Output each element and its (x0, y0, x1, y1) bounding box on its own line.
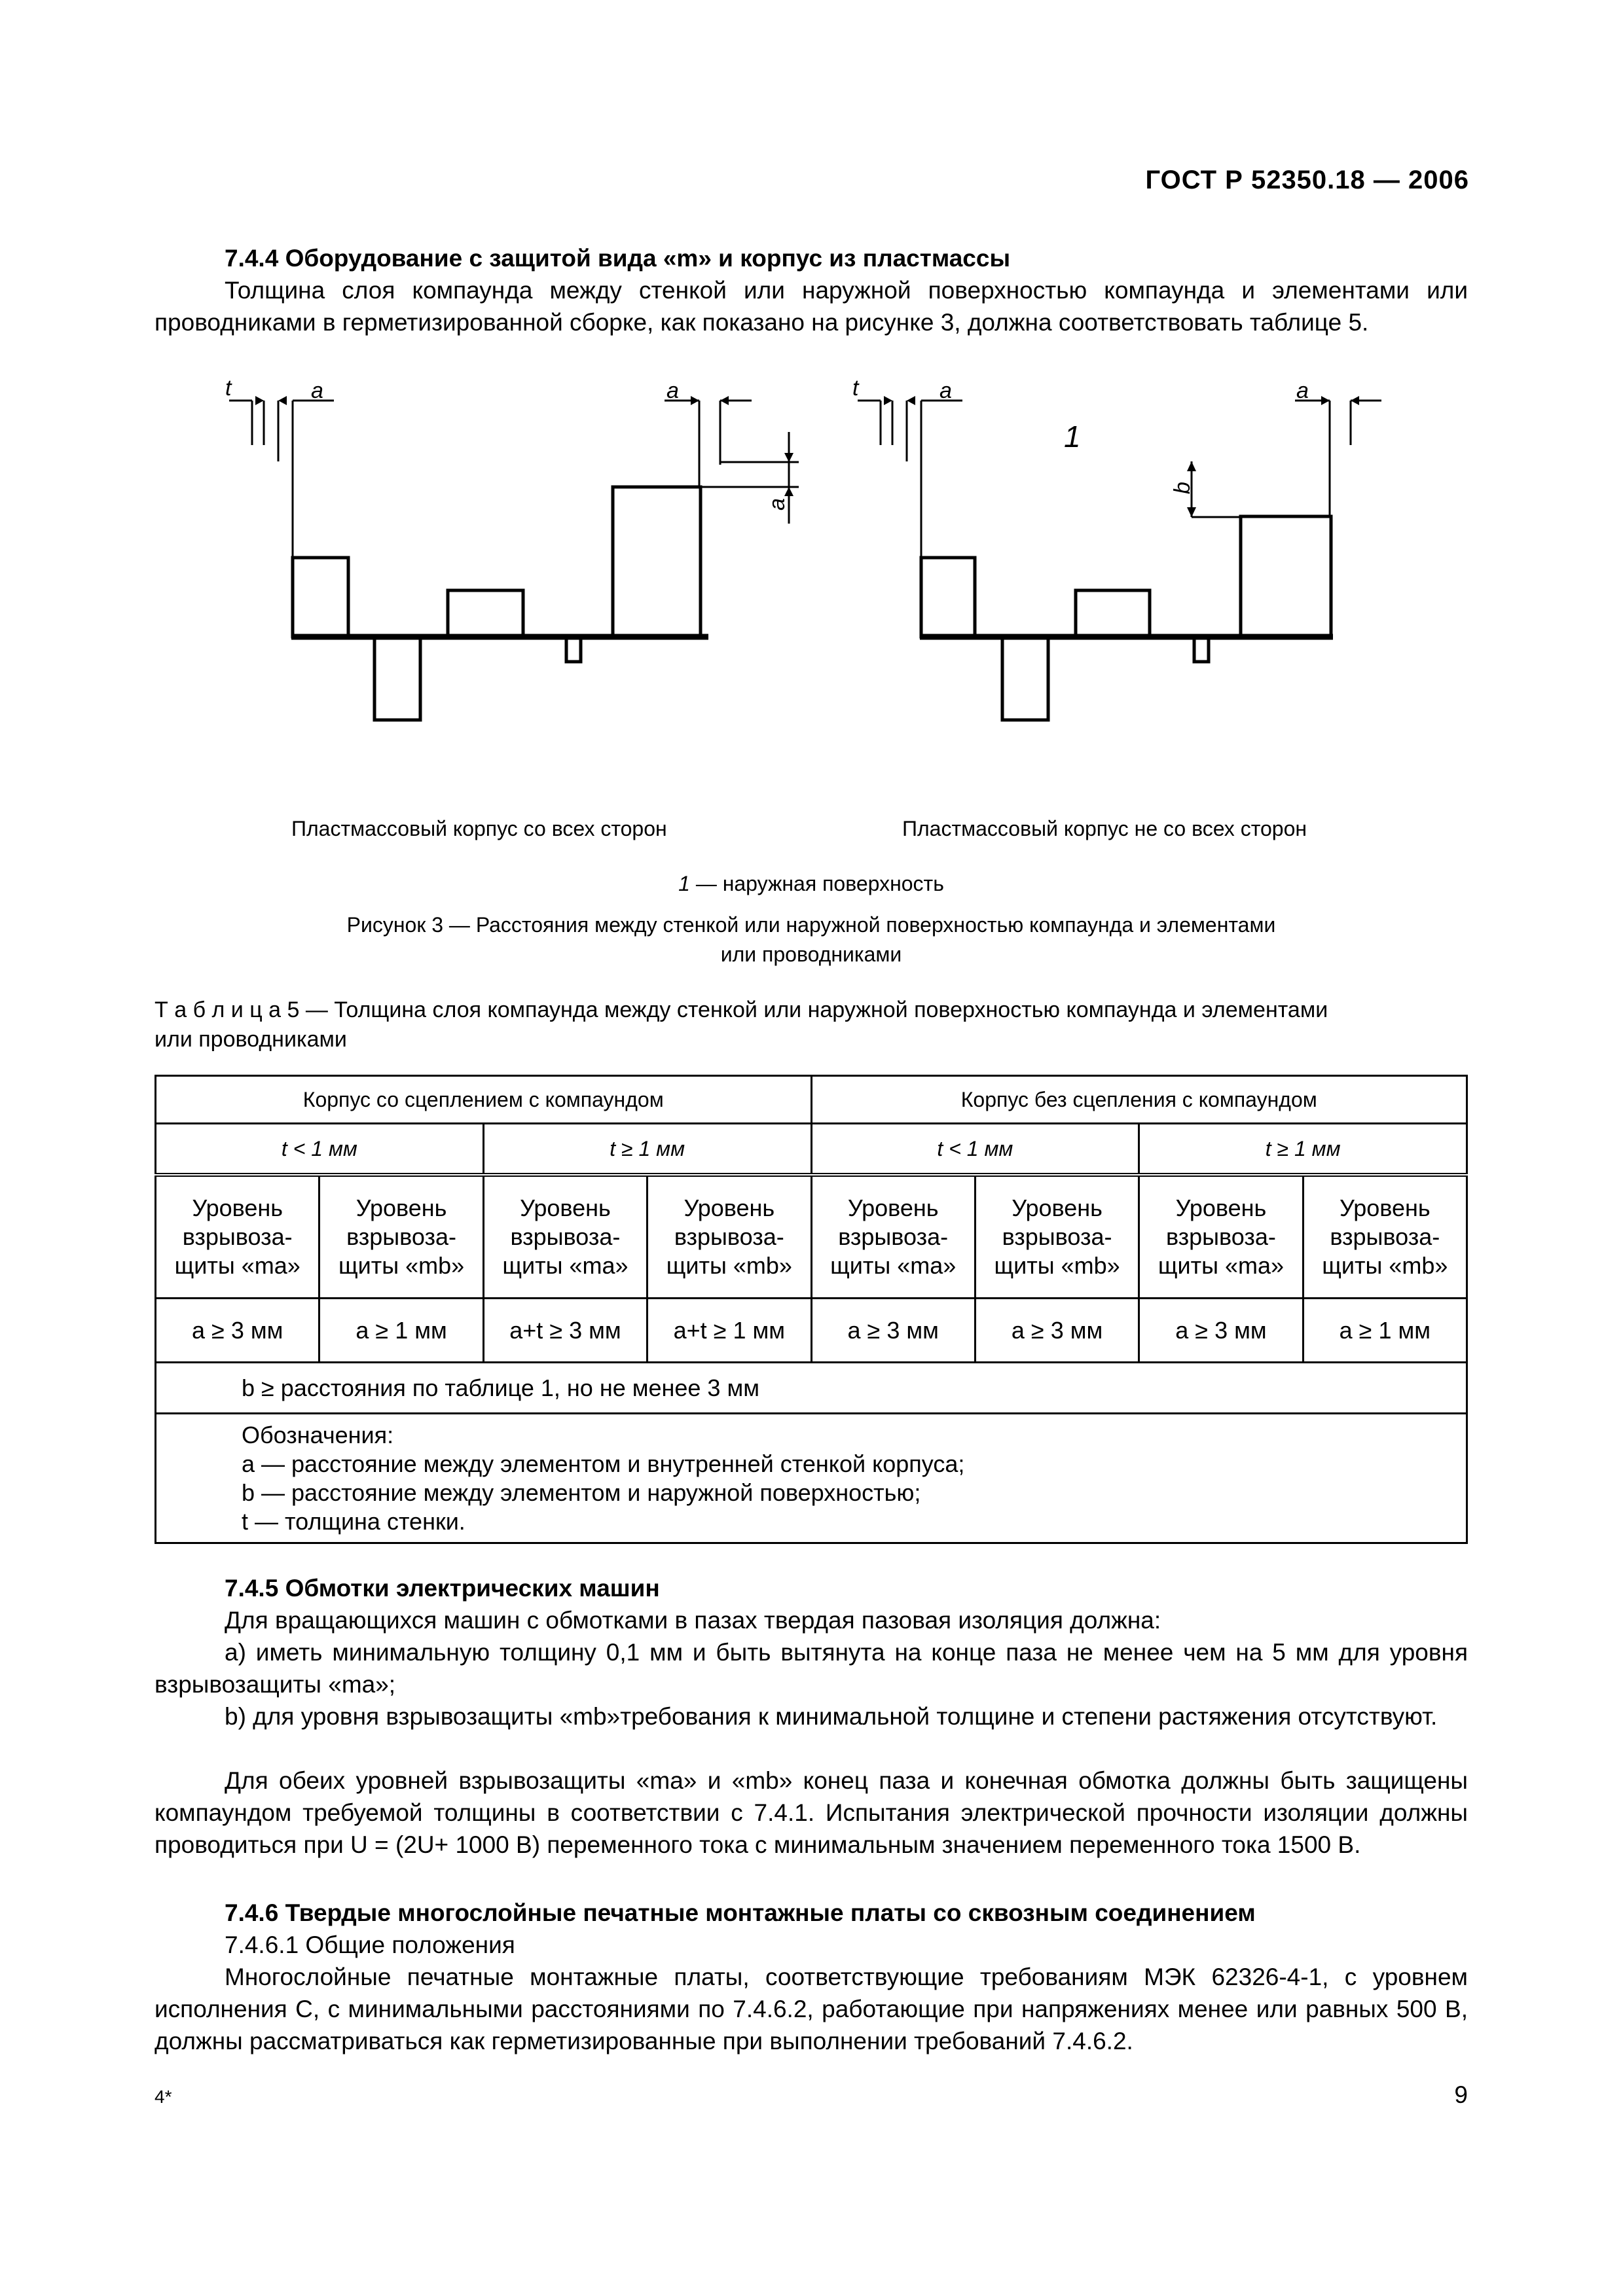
table-thickness-1: t < 1 мм (156, 1124, 484, 1175)
section-745-title: 7.4.5 Обмотки электрических машин (225, 1575, 660, 1602)
table-level-cell: Уровень взрывоза- щиты «mb» (647, 1175, 811, 1299)
table-level-cell: Уровень взрывоза- щиты «ma» (1139, 1175, 1303, 1299)
table-value-cell: a ≥ 1 мм (319, 1299, 483, 1363)
figure-3-diagram (0, 0, 1623, 825)
table-value-cell: a+t ≥ 1 мм (647, 1299, 811, 1363)
fig-label-t-right: t (852, 376, 859, 401)
section-746-p1: Многослойные печатные монтажные платы, соответствующие требованиям МЭК 62326-4-1, с уровнем исполнения С, с минимальными расстояниями по 7.4.6.2, работающие при напряжениях менее или равных 500 В, должны рассматриваться как герметизированные при выполнении требований 7.4.6.2. (155, 1964, 1468, 2054)
standard-header: ГОСТ Р 52350.18 — 2006 (1145, 166, 1469, 194)
fig-label-a-vertical: a (765, 498, 790, 511)
table-value-cell: a ≥ 3 мм (156, 1299, 319, 1363)
section-745-p4: Для обеих уровней взрывозащиты «ma» и «mb» конец паза и конечная обмотка должны быть защищены компаундом требуемой толщины в соответствии с 7.4.1. Испытания электрической прочности изоляции должны проводиться при U = (2U+ 1000 В) переменного тока с минимальным значением переменного тока 1500 В. (155, 1767, 1468, 1858)
page-number: 9 (1454, 2081, 1468, 2108)
section-744-text: Толщина слоя компаунда между стенкой или наружной поверхностью компаунда и элементами или проводниками в герметизированной сборке, как показано на рисунке 3, должна соответствовать таблице 5. (155, 277, 1468, 336)
fig-label-a-left: a (311, 378, 323, 403)
table-thickness-4: t ≥ 1 мм (1139, 1124, 1467, 1175)
table5-title-line1: Т а б л и ц а 5 — Толщина слоя компаунда между стенкой или наружной поверхностью компаунда и элементами (155, 997, 1328, 1022)
table-value-cell: a ≥ 1 мм (1303, 1299, 1467, 1363)
figure-right-caption: Пластмассовый корпус не со всех сторон (902, 817, 1307, 840)
table-thickness-2: t ≥ 1 мм (483, 1124, 811, 1175)
section-745-p1: Для вращающихся машин с обмотками в пазах твердая пазовая изоляция должна: (225, 1607, 1161, 1634)
note-t: t — толщина стенки. (242, 1507, 465, 1535)
table-level-cell: Уровень взрывоза- щиты «ma» (483, 1175, 647, 1299)
notes-heading: Обозначения: (242, 1421, 394, 1448)
note-a: a — расстояние между элементом и внутренней стенкой корпуса; (242, 1450, 965, 1477)
fig-label-b: b (1170, 482, 1195, 494)
footer-mark: 4* (155, 2087, 172, 2107)
table-level-cell: Уровень взрывоза- щиты «ma» (156, 1175, 319, 1299)
section-744-title: 7.4.4 Оборудование с защитой вида «m» и корпус из пластмассы (225, 245, 1011, 272)
table-level-cell: Уровень взрывоза- щиты «ma» (811, 1175, 975, 1299)
table-value-cell: a ≥ 3 мм (1139, 1299, 1303, 1363)
table-level-cell: Уровень взрывоза- щиты «mb» (1303, 1175, 1467, 1299)
figure-left-caption: Пластмассовый корпус со всех сторон (291, 817, 667, 840)
table-value-cell: a ≥ 3 мм (811, 1299, 975, 1363)
legend-text: — наружная поверхность (689, 872, 944, 895)
table5-title-line2: или проводниками (155, 1027, 347, 1052)
table-value-cell: a+t ≥ 3 мм (483, 1299, 647, 1363)
fig-label-1: 1 (1064, 420, 1081, 454)
fig-label-t-left: t (225, 376, 232, 401)
table-notes (156, 1414, 1467, 1543)
table-thickness-3: t < 1 мм (811, 1124, 1139, 1175)
table-group-no-adhesion: Корпус без сцепления с компаундом (811, 1076, 1467, 1124)
legend-number: 1 (678, 872, 690, 895)
section-745-p3: b) для уровня взрывозащиты «mb»требования к минимальной толщине и степени растяжения отсутствуют. (225, 1703, 1438, 1730)
figure-caption-line1: Рисунок 3 — Расстояния между стенкой или наружной поверхностью компаунда и элементами (346, 913, 1276, 937)
table-b-row: b ≥ расстояния по таблице 1, но не менее 3 мм (156, 1363, 1467, 1414)
table-5 (155, 1075, 1468, 1544)
section-746-title: 7.4.6 Твердые многослойные печатные монтажные платы со сквозным соединением (225, 1899, 1256, 1926)
figure-legend (155, 872, 1468, 896)
fig-label-a-right2: a (1296, 378, 1309, 403)
table-group-adhesion: Корпус со сцеплением с компаундом (156, 1076, 812, 1124)
fig-label-a-right: a (939, 378, 952, 403)
fig-label-a-left2: a (666, 378, 679, 403)
table-value-cell: a ≥ 3 мм (975, 1299, 1139, 1363)
table-level-cell: Уровень взрывоза- щиты «mb» (319, 1175, 483, 1299)
figure-caption-line2: или проводниками (720, 942, 902, 966)
table-level-cell: Уровень взрывоза- щиты «mb» (975, 1175, 1139, 1299)
section-7461-title: 7.4.6.1 Общие положения (225, 1931, 515, 1958)
section-745-p2: a) иметь минимальную толщину 0,1 мм и быть вытянута на конце паза не менее чем на 5 мм для уровня взрывозащиты «ma»; (155, 1639, 1468, 1698)
note-b: b — расстояние между элементом и наружной поверхностью; (242, 1479, 921, 1506)
